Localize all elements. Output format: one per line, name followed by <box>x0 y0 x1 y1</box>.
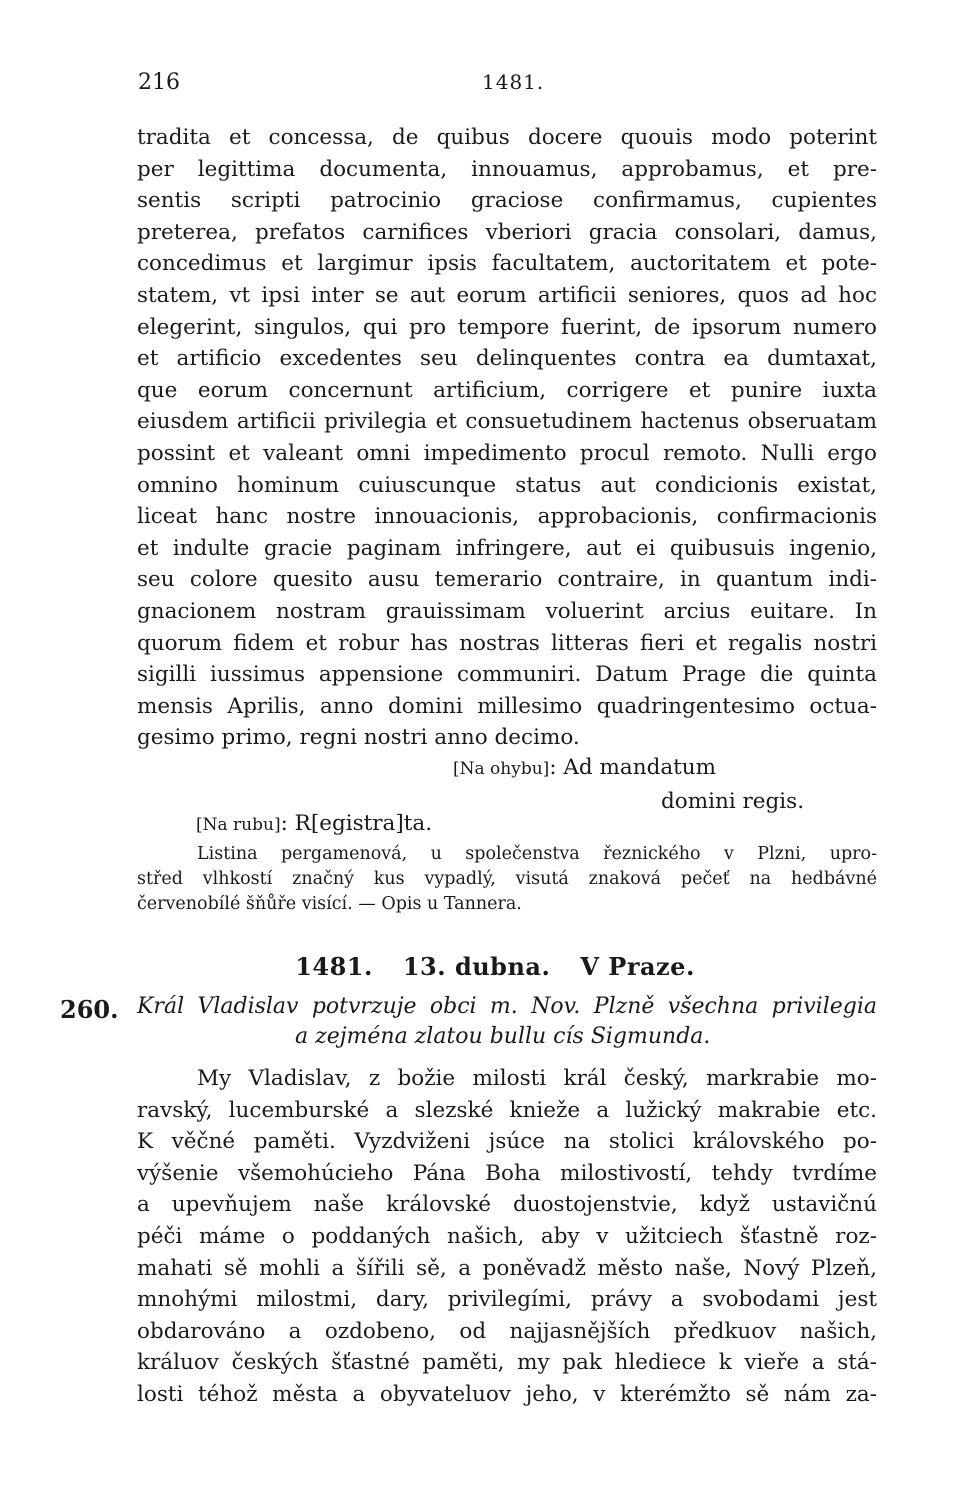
document-number: 260. <box>60 995 119 1024</box>
body-line: výšenie všemohúcieho Pána Boha milostivostí, tehdy tvrdíme <box>137 1160 877 1186</box>
description-line: střed vlhkostí značný kus vypadlý, visutá znaková pečeť na hedbávné <box>137 869 877 889</box>
text-line: tradita et concessa, de quibus docere quouis modo poterint <box>137 125 877 150</box>
endorsement-note: [Na ohybu] <box>453 759 550 779</box>
endorsement-text: : Ad mandatum <box>549 755 717 780</box>
text-line: liceat hanc nostre innouacionis, approbacionis, confirmacionis <box>137 504 877 530</box>
page-number: 216 <box>138 70 180 95</box>
text-line: gnacionem nostram grauissimam voluerint arcius euitare. In <box>137 598 877 624</box>
text-line: et indulte gracie paginam infringere, aut ei quibusuis ingenio, <box>137 535 877 561</box>
text-line: concedimus et largimur ipsis facultatem, auctoritatem et pote- <box>137 251 877 277</box>
endorsement <box>453 752 873 817</box>
text-line: mensis Aprilis, anno domini millesimo quadringentesimo octua- <box>137 693 877 719</box>
registration-text: : R[egistra]ta. <box>280 811 433 836</box>
text-line: sigilli iussimus appensione communiri. Datum Prage die quinta <box>137 662 877 688</box>
text-line: possint et valeant omni impedimento procul remoto. Nulli ergo <box>137 440 877 466</box>
description-line: červenobílé šňůře visící. — Opis u Tannera. <box>137 894 522 914</box>
text-line: gesimo primo, regni nostri anno decimo. <box>137 725 580 751</box>
page-header-year: 1481. <box>482 70 545 94</box>
body-line: losti téhož města a obyvateluov jeho, v kterémžto sě nám za- <box>137 1381 877 1407</box>
body-line: ravský, lucemburské a slezské knieže a lužický makrabie etc. <box>137 1097 877 1123</box>
registration <box>196 808 432 841</box>
title-line: Král Vladislav potvrzuje obci m. Nov. Plzně všechna privilegia <box>137 994 877 1019</box>
body-line: obdarováno a ozdobeno, od najjasnějších předkuov našich, <box>137 1318 877 1344</box>
description-line: Listina pergamenová, u společenstva řeznického v Plzni, upro- <box>197 844 877 864</box>
document-title <box>137 992 877 1052</box>
text-line: quorum fidem et robur has nostras litteras fieri et regalis nostri <box>137 630 877 656</box>
body-line: mnohými milostmi, dary, privilegími, právy a svobodami jest <box>137 1287 877 1313</box>
date-heading <box>0 952 960 981</box>
date-day: 13. dubna. <box>402 952 551 981</box>
registration-note: [Na rubu] <box>196 815 281 835</box>
text-line: eiusdem artificii privilegia et consuetudinem hactenus obseruatam <box>137 409 877 435</box>
body-line: K věčné paměti. Vyzdviženi jsúce na stolici královského po- <box>137 1129 877 1155</box>
text-line: omnino hominum cuiuscunque status aut condicionis existat, <box>137 472 877 498</box>
text-line: sentis scripti patrocinio graciose confirmamus, cupientes <box>137 188 877 214</box>
date-year: 1481. <box>295 952 373 981</box>
body-text <box>137 1063 877 1411</box>
main-text <box>137 122 877 754</box>
text-line: statem, vt ipsi inter se aut eorum artificii seniores, quos ad hoc <box>137 282 877 308</box>
document-description <box>137 842 877 917</box>
text-line: per legittima documenta, innouamus, approbamus, et pre- <box>137 156 877 182</box>
date-place: V Praze. <box>580 952 695 981</box>
body-line: péči máme o poddaných našich, aby v užitciech šťastně roz- <box>137 1223 877 1249</box>
text-line: et artificio excedentes seu delinquentes contra ea dumtaxat, <box>137 346 877 372</box>
text-line: elegerint, singulos, qui pro tempore fuerint, de ipsorum numero <box>137 314 877 340</box>
text-line: preterea, prefatos carnifices vberiori gracia consolari, damus, <box>137 219 877 245</box>
text-line: seu colore quesito ausu temerario contraire, in quantum indi- <box>137 567 877 593</box>
body-line: králuov českých šťastné paměti, my pak hlediece k vieře a stá- <box>137 1350 877 1376</box>
endorsement-text-continued: domini regis. <box>661 788 805 814</box>
body-line: mahati sě mohli a šířili sě, a poněvadž město naše, Nový Plzeň, <box>137 1255 877 1281</box>
title-line: a zejména zlatou bullu cís Sigmunda. <box>295 1024 711 1049</box>
body-line: a upevňujem naše královské duostojenstvie, když ustavičnú <box>137 1192 877 1218</box>
text-line: que eorum concernunt artificium, corrigere et punire iuxta <box>137 377 877 403</box>
body-line: My Vladislav, z božie milosti král český, markrabie mo- <box>197 1066 877 1091</box>
